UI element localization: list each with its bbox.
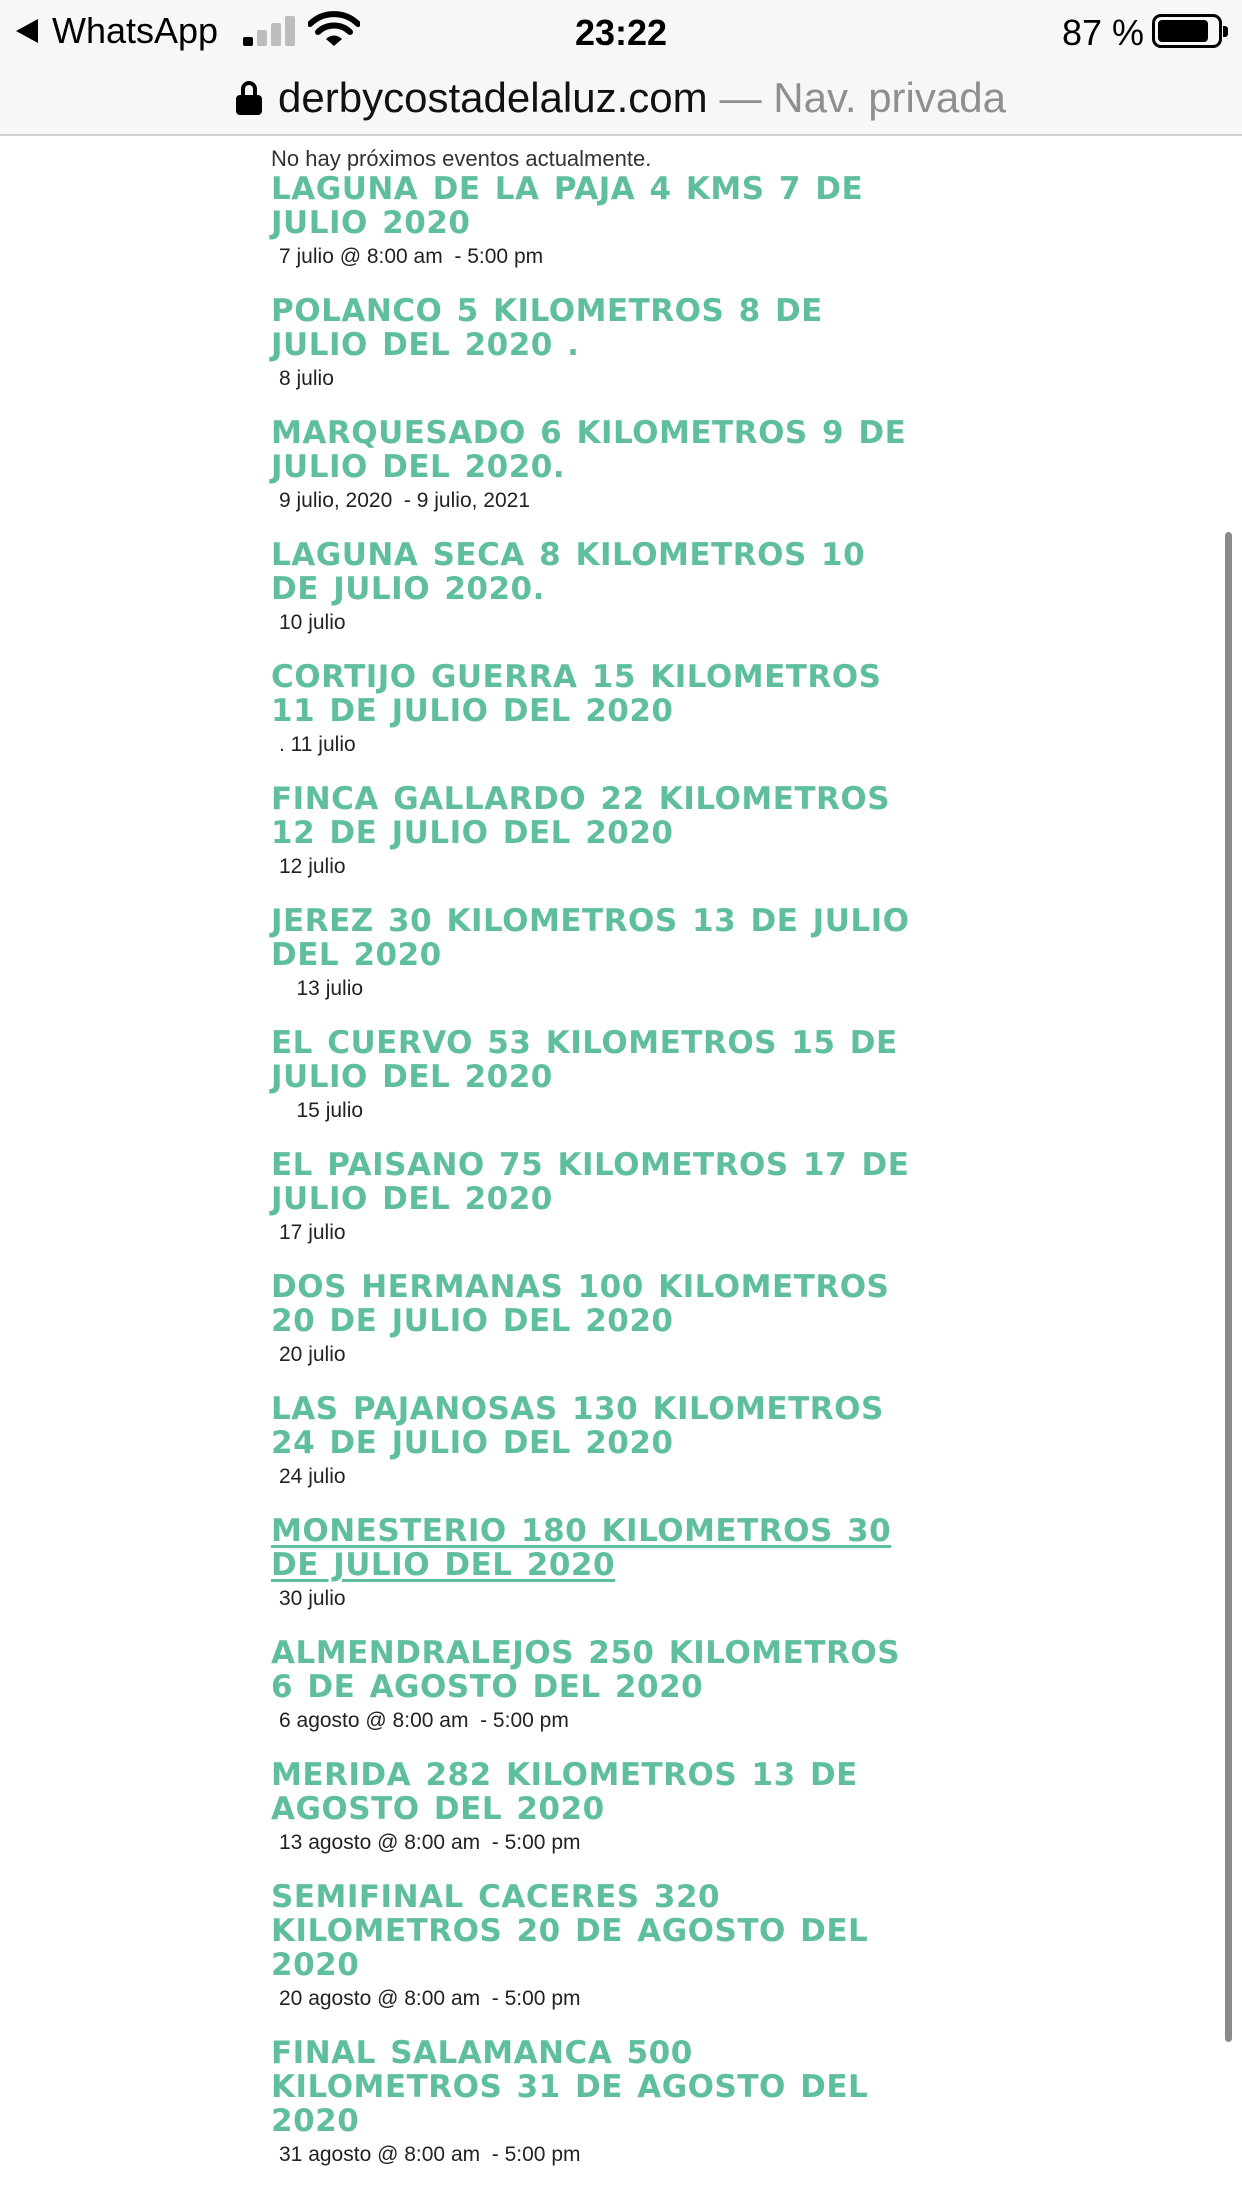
event-item [271, 1514, 911, 1612]
event-title-link[interactable]: CORTIJO GUERRA 15 KILOMETROS 11 DE JULIO DEL 2020 [271, 659, 882, 729]
event-date: 20 agosto @ 8:00 am - 5:00 pm [279, 1987, 581, 2010]
event-date: 13 agosto @ 8:00 am - 5:00 pm [279, 1831, 581, 1854]
event-item [271, 1636, 911, 1734]
event-date: 12 julio [279, 855, 346, 878]
event-item [271, 172, 911, 270]
event-title-link[interactable]: MONESTERIO 180 KILOMETROS 30 DE JULIO DEL 2020 [271, 1513, 892, 1583]
event-title-link[interactable]: JEREZ 30 KILOMETROS 13 DE JULIO DEL 2020 [271, 903, 910, 973]
event-title-link[interactable]: SEMIFINAL CACERES 320 KILOMETROS 20 DE AGOSTO DEL 2020 [271, 1879, 869, 1983]
address-bar-content [236, 74, 1006, 122]
event-date: 7 julio @ 8:00 am - 5:00 pm [279, 245, 544, 268]
event-date: 30 julio [279, 1587, 346, 1610]
event-item [271, 294, 911, 392]
event-title-link[interactable]: MERIDA 282 KILOMETROS 13 DE AGOSTO DEL 2020 [271, 1757, 858, 1827]
battery-level-fill [1158, 20, 1208, 42]
event-title-link[interactable]: LAGUNA DE LA PAJA 4 KMS 7 DE JULIO 2020 [271, 171, 864, 241]
event-date: 9 julio, 2020 - 9 julio, 2021 [279, 489, 531, 512]
event-date: 6 agosto @ 8:00 am - 5:00 pm [279, 1709, 569, 1732]
private-browsing-label: — Nav. privada [719, 74, 1006, 121]
clock: 23:22 [574, 12, 668, 53]
scrollbar[interactable] [1225, 532, 1232, 2042]
event-item [271, 660, 911, 758]
lock-icon [236, 81, 262, 115]
event-item [271, 904, 911, 1002]
event-date: 20 julio [279, 1343, 346, 1366]
event-item [271, 2036, 911, 2168]
event-item [271, 538, 911, 636]
lock-body [236, 95, 262, 115]
url-domain: derbycostadelaluz.com [278, 74, 708, 121]
event-item [271, 1880, 911, 2012]
event-date: 24 julio [279, 1465, 346, 1488]
event-title-link[interactable]: LAGUNA SECA 8 KILOMETROS 10 DE JULIO 2020. [271, 537, 866, 607]
event-item [271, 1148, 911, 1246]
event-title-link[interactable]: POLANCO 5 KILOMETROS 8 DE JULIO DEL 2020 . [271, 293, 823, 363]
event-item [271, 1392, 911, 1490]
event-date: 10 julio [279, 611, 346, 634]
event-title-link[interactable]: EL PAISANO 75 KILOMETROS 17 DE JULIO DEL 2020 [271, 1147, 910, 1217]
event-title-link[interactable]: FINAL SALAMANCA 500 KILOMETROS 31 DE AGOSTO DEL 2020 [271, 2035, 869, 2139]
event-date: 8 julio [279, 367, 334, 390]
event-title-link[interactable]: EL CUERVO 53 KILOMETROS 15 DE JULIO DEL 2020 [271, 1025, 898, 1095]
event-item [271, 1270, 911, 1368]
event-title-link[interactable]: ALMENDRALEJOS 250 KILOMETROS 6 DE AGOSTO DEL 2020 [271, 1635, 901, 1705]
events-list [271, 138, 911, 2192]
event-date: 15 julio [279, 1099, 364, 1122]
back-app-label: WhatsApp [52, 10, 219, 51]
event-item [271, 416, 911, 514]
event-date: 31 agosto @ 8:00 am - 5:00 pm [279, 2143, 581, 2166]
battery-percent: 87 % [1061, 12, 1144, 53]
event-date: 13 julio [279, 977, 364, 1000]
event-date: 17 julio [279, 1221, 346, 1244]
event-title-link[interactable]: FINCA GALLARDO 22 KILOMETROS 12 DE JULIO DEL 2020 [271, 781, 891, 851]
address-bar[interactable] [0, 62, 1242, 136]
event-item [271, 1026, 911, 1124]
event-item [271, 782, 911, 880]
status-bar [0, 0, 1242, 62]
event-date: . 11 julio [279, 733, 356, 756]
no-upcoming-events-notice: No hay próximos eventos actualmente. [271, 146, 652, 171]
event-title-link[interactable]: MARQUESADO 6 KILOMETROS 9 DE JULIO DEL 2020. [271, 415, 907, 485]
event-title-link[interactable]: DOS HERMANAS 100 KILOMETROS 20 DE JULIO DEL 2020 [271, 1269, 890, 1339]
battery-tip [1223, 26, 1228, 37]
battery-icon [1152, 14, 1222, 48]
event-item [271, 1758, 911, 1856]
event-title-link[interactable]: LAS PAJANOSAS 130 KILOMETROS 24 DE JULIO DEL 2020 [271, 1391, 884, 1461]
